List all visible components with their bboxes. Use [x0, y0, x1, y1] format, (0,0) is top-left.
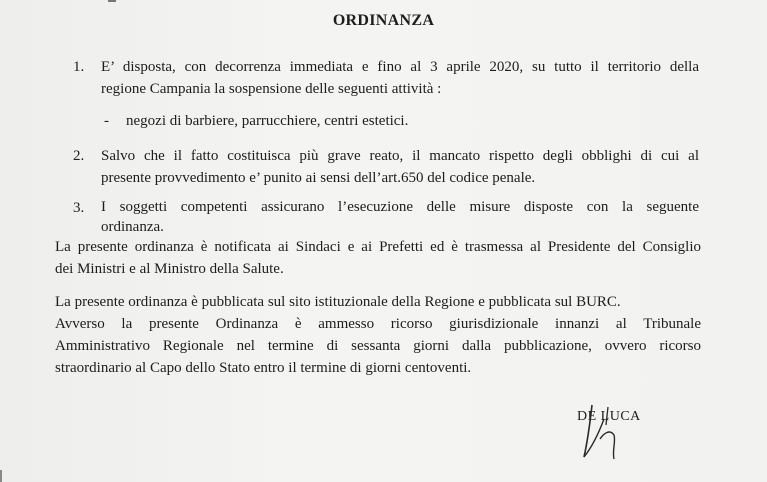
item-number-3: 3. — [73, 200, 85, 216]
item-3-line-1: I soggetti competenti assicurano l’esecuzione delle misure disposte con la seguente — [101, 199, 699, 215]
item-number-1: 1. — [73, 59, 85, 75]
item-text-2 — [101, 145, 699, 189]
item-number-2: 2. — [73, 148, 85, 164]
scan-edge-mark — [0, 470, 2, 482]
paragraph-notifica — [55, 236, 701, 280]
handwritten-signature — [570, 395, 650, 475]
bullet-text: negozi di barbiere, parrucchiere, centri estetici. — [126, 113, 409, 129]
item-text-1 — [101, 56, 699, 100]
item-3-line-2: ordinanza. — [101, 219, 164, 235]
bullet-dash: - — [104, 113, 109, 129]
document-title: ORDINANZA — [332, 12, 435, 29]
signature-name: DE LUCA — [577, 409, 641, 424]
scan-artifact — [108, 0, 116, 2]
ricorso-line-2: Amministrativo Regionale nel termine di sessanta giorni dalla pubblicazione, ovvero ricorso — [55, 338, 701, 354]
paragraph-ricorso — [55, 313, 701, 379]
paragraph-pubblicazione — [55, 291, 701, 313]
ricorso-line-1: Avverso la presente Ordinanza è ammesso ricorso giurisdizionale innanzi al Tribunale — [55, 316, 701, 332]
item-1-line-2: regione Campania la sospensione delle seguenti attività : — [101, 81, 442, 97]
pubblicazione-line: La presente ordinanza è pubblicata sul sito istituzionale della Regione e pubblicata sul BURC. — [55, 294, 621, 310]
item-1-line-1: E’ disposta, con decorrenza immediata e fino al 3 aprile 2020, su tutto il territorio della — [101, 59, 699, 75]
item-text-3 — [101, 197, 699, 237]
notifica-line-1: La presente ordinanza è notificata ai Sindaci e ai Prefetti ed è trasmessa al Presidente del Consiglio — [55, 239, 701, 255]
item-2-line-1: Salvo che il fatto costituisca più grave reato, il mancato rispetto degli obblighi di cui al — [101, 148, 699, 164]
ricorso-line-3: straordinario al Capo dello Stato entro il termine di giorni centoventi. — [55, 360, 472, 376]
item-2-line-2: presente provvedimento e’ punito ai sensi dell’art.650 del codice penale. — [101, 170, 536, 186]
notifica-line-2: dei Ministri e al Ministro della Salute. — [55, 261, 284, 277]
